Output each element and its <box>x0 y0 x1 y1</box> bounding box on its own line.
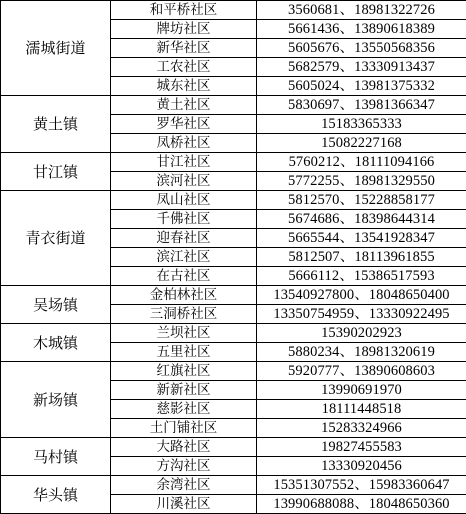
community-name-cell: 滨江社区 <box>111 248 257 267</box>
phone-number-cell: 15082227168 <box>257 134 466 153</box>
phone-number-cell: 13350754959、13330922495 <box>257 305 466 324</box>
phone-number-cell: 5812570、15228858177 <box>257 191 466 210</box>
phone-number-cell: 13990691970 <box>257 381 466 400</box>
town-name-cell: 木城镇 <box>1 324 111 362</box>
community-name-cell: 牌坊社区 <box>111 20 257 39</box>
community-name-cell: 滨河社区 <box>111 172 257 191</box>
community-name-cell: 凤桥社区 <box>111 134 257 153</box>
community-name-cell: 黄土社区 <box>111 96 257 115</box>
phone-number-cell: 5674686、18398644314 <box>257 210 466 229</box>
community-name-cell: 城东社区 <box>111 77 257 96</box>
phone-number-cell: 5605676、13550568356 <box>257 39 466 58</box>
phone-number-cell: 5812507、18113961855 <box>257 248 466 267</box>
community-name-cell: 迎春社区 <box>111 229 257 248</box>
community-name-cell: 金柏林社区 <box>111 286 257 305</box>
phone-number-cell: 3560681、18981322726 <box>257 1 466 20</box>
town-name-cell: 新场镇 <box>1 362 111 438</box>
phone-number-cell: 5830697、13981366347 <box>257 96 466 115</box>
community-name-cell: 五里社区 <box>111 343 257 362</box>
phone-number-cell: 13540927800、18048650400 <box>257 286 466 305</box>
community-name-cell: 在古社区 <box>111 267 257 286</box>
community-name-cell: 甘江社区 <box>111 153 257 172</box>
community-name-cell: 工农社区 <box>111 58 257 77</box>
table-row <box>1 153 466 172</box>
table-row <box>1 438 466 457</box>
table-row <box>1 324 466 343</box>
town-name-cell: 濡城街道 <box>1 1 111 96</box>
town-name-cell: 黄土镇 <box>1 96 111 153</box>
table-row <box>1 96 466 115</box>
community-name-cell: 川溪社区 <box>111 495 257 514</box>
phone-number-cell: 5880234、18981320619 <box>257 343 466 362</box>
community-name-cell: 新华社区 <box>111 39 257 58</box>
community-name-cell: 大路社区 <box>111 438 257 457</box>
community-name-cell: 罗华社区 <box>111 115 257 134</box>
community-name-cell: 兰坝社区 <box>111 324 257 343</box>
community-name-cell: 红旗社区 <box>111 362 257 381</box>
phone-number-cell: 18111448518 <box>257 400 466 419</box>
phone-number-cell: 5920777、13890608603 <box>257 362 466 381</box>
community-name-cell: 凤山社区 <box>111 191 257 210</box>
community-name-cell: 千佛社区 <box>111 210 257 229</box>
phone-number-cell: 15183365333 <box>257 115 466 134</box>
table-body <box>1 1 466 514</box>
table-row <box>1 362 466 381</box>
town-name-cell: 华头镇 <box>1 476 111 514</box>
phone-number-cell: 13330920456 <box>257 457 466 476</box>
community-name-cell: 三洞桥社区 <box>111 305 257 324</box>
phone-number-cell: 5665544、13541928347 <box>257 229 466 248</box>
community-name-cell: 土门铺社区 <box>111 419 257 438</box>
community-name-cell: 方沟社区 <box>111 457 257 476</box>
town-name-cell: 青衣街道 <box>1 191 111 286</box>
phone-number-cell: 5760212、18111094166 <box>257 153 466 172</box>
phone-number-cell: 5682579、13330913437 <box>257 58 466 77</box>
table-row <box>1 476 466 495</box>
phone-number-cell: 5661436、13890618389 <box>257 20 466 39</box>
table-row <box>1 286 466 305</box>
town-name-cell: 甘江镇 <box>1 153 111 191</box>
community-name-cell: 新新社区 <box>111 381 257 400</box>
phone-number-cell: 13990688088、18048650360 <box>257 495 466 514</box>
phone-number-cell: 5605024、13981375332 <box>257 77 466 96</box>
community-name-cell: 慈影社区 <box>111 400 257 419</box>
phone-number-cell: 19827455583 <box>257 438 466 457</box>
phone-number-cell: 5772255、18981329550 <box>257 172 466 191</box>
phone-number-cell: 15390202923 <box>257 324 466 343</box>
phone-number-cell: 15283324966 <box>257 419 466 438</box>
phone-number-cell: 5666112、15386517593 <box>257 267 466 286</box>
phone-number-cell: 15351307552、15983360647 <box>257 476 466 495</box>
community-name-cell: 和平桥社区 <box>111 1 257 20</box>
town-name-cell: 马村镇 <box>1 438 111 476</box>
table-row <box>1 191 466 210</box>
table-row <box>1 1 466 20</box>
community-name-cell: 余湾社区 <box>111 476 257 495</box>
town-name-cell: 吴场镇 <box>1 286 111 324</box>
